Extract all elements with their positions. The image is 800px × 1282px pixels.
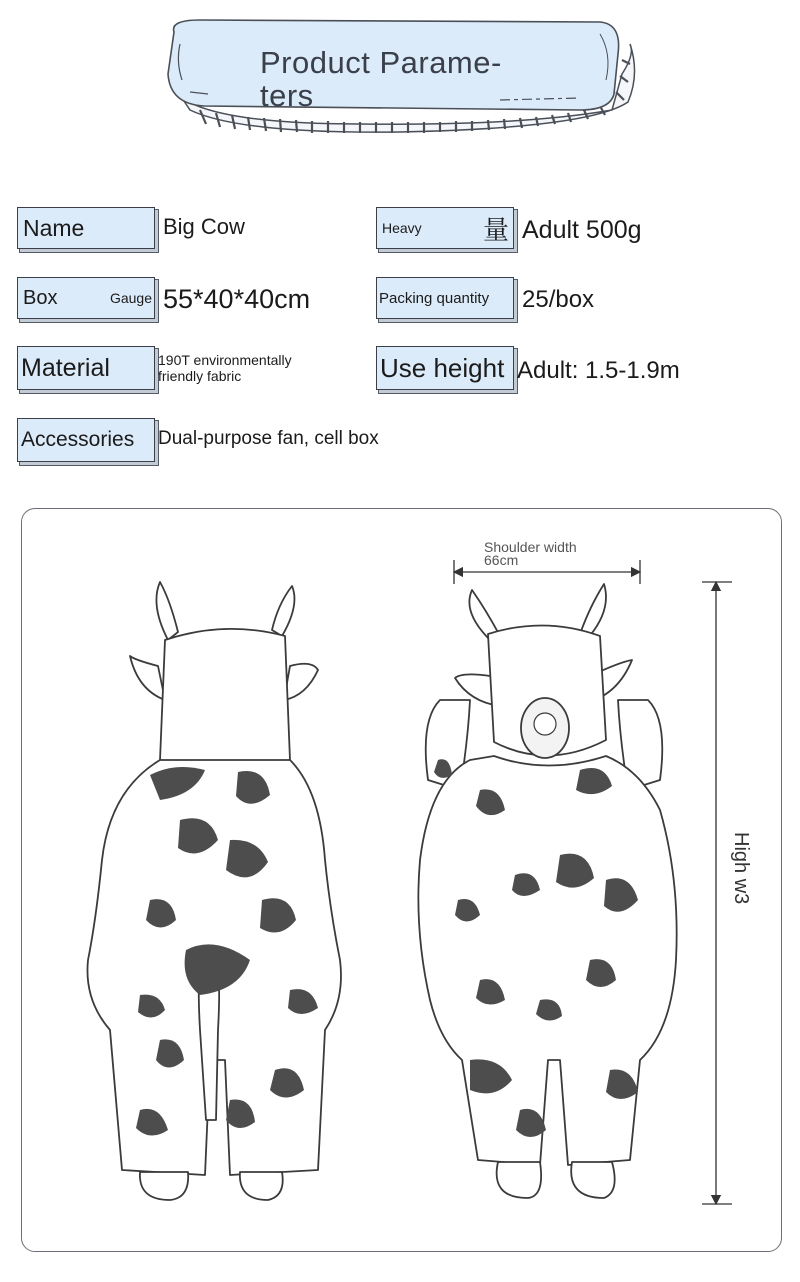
name-value: Big Cow [163, 214, 245, 239]
packing-value: 25/box [522, 286, 595, 313]
use-height-label [376, 346, 514, 390]
title-banner [160, 14, 640, 138]
shoulder-width-value: 66cm [484, 552, 519, 568]
use-height-value: Adult: 1.5-1.9m [517, 357, 680, 384]
box-value: 55*40*40cm [163, 284, 311, 314]
material-value [158, 352, 292, 384]
shoulder-width-label [484, 541, 577, 567]
weight-label [376, 207, 514, 249]
packing-label [376, 277, 514, 319]
weight-label-glyph: 量 [482, 214, 509, 245]
box-label [17, 277, 155, 319]
banner-title-line-2: ters [260, 78, 314, 113]
accessories-label-text: Accessories [21, 428, 135, 451]
name-label-text: Name [23, 214, 85, 241]
accessories-value: Dual-purpose fan, cell box [158, 428, 379, 449]
name-label [17, 207, 155, 249]
banner-title [260, 46, 560, 112]
packing-label-text: Packing quantity [379, 289, 490, 307]
height-label: High w3 [730, 832, 752, 905]
costume-diagram-panel [21, 508, 782, 1252]
box-label-suffix: Gauge [109, 290, 152, 306]
material-label [17, 346, 155, 390]
banner-title-line-1: Product Parame- [260, 45, 502, 80]
use-height-label-text: Use height [380, 352, 505, 383]
shoulder-width-text: Shoulder width [484, 539, 577, 555]
material-value-line-1: 190T environmentally [158, 352, 292, 368]
accessories-label [17, 418, 155, 462]
weight-value: Adult 500g [522, 216, 642, 244]
box-label-text: Box [23, 286, 58, 309]
weight-label-text: Heavy [382, 220, 422, 236]
material-label-text: Material [21, 353, 110, 382]
material-value-line-2: friendly fabric [158, 368, 242, 384]
